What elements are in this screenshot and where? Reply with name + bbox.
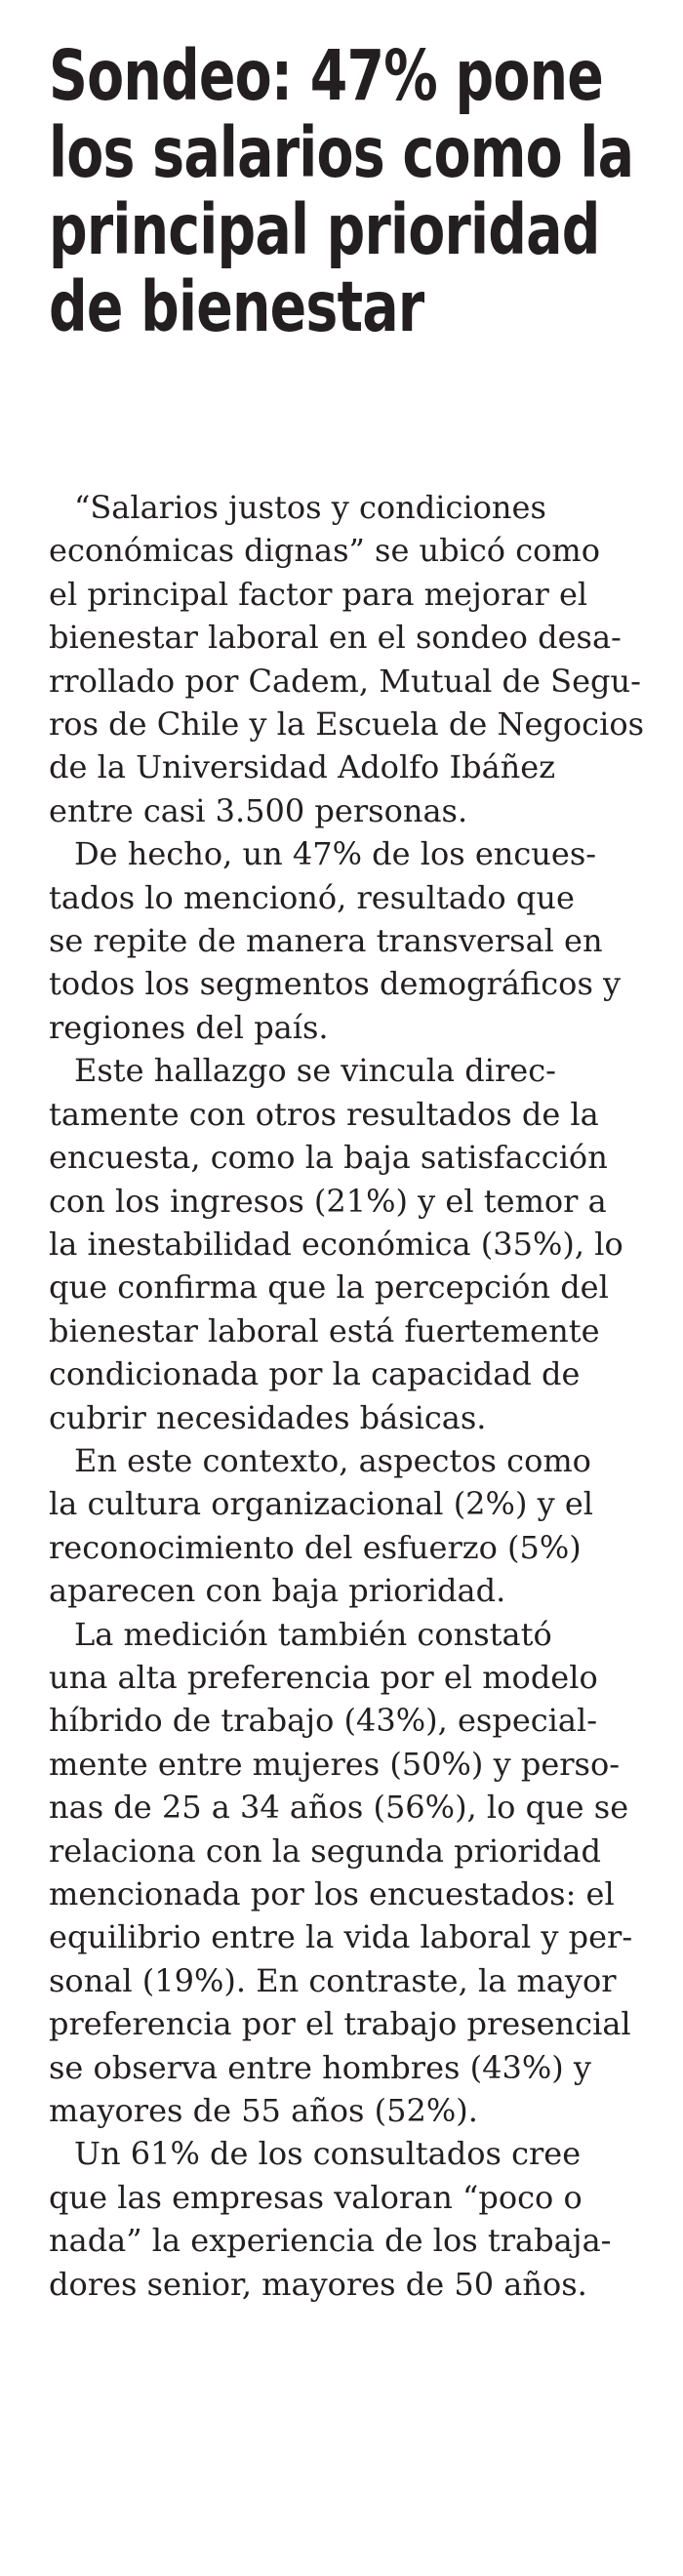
paragraph-line: nas de 25 a 34 años (56%), lo que se	[49, 1789, 629, 1827]
paragraph-line: Este hallazgo se vincula direc-	[74, 1052, 556, 1090]
paragraph-line: se observa entre hombres (43%) y	[49, 2048, 591, 2086]
paragraph-line: condicionada por la capacidad de	[49, 1355, 581, 1393]
paragraph-line: híbrido de trabajo (43%), especial-	[49, 1702, 598, 1740]
paragraph-line: mayores de 55 años (52%).	[49, 2092, 478, 2130]
paragraph-line: la inestabilidad económica (35%), lo	[49, 1225, 623, 1263]
headline-line: los salarios como la	[49, 112, 634, 193]
paragraph-line: De hecho, un 47% de los encues-	[74, 835, 597, 873]
headline	[49, 37, 673, 345]
article-paragraph	[49, 1439, 669, 1613]
paragraph-line: relaciona con la segunda prioridad	[49, 1831, 601, 1870]
paragraph-line: que confirma que la percepción del	[49, 1268, 609, 1307]
paragraph-line: rrollado por Cadem, Mutual de Segu-	[49, 662, 641, 700]
article-paragraph	[49, 1613, 669, 2133]
paragraph-line: tamente con otros resultados de la	[49, 1095, 599, 1133]
paragraph-line: aparecen con baja prioridad.	[49, 1572, 506, 1610]
paragraph-line: la cultura organizacional (2%) y el	[49, 1485, 594, 1523]
paragraph-line: una alta preferencia por el modelo	[49, 1658, 598, 1696]
paragraph-line: “Salarios justos y condiciones	[74, 489, 546, 526]
headline-line: de bienestar	[49, 266, 424, 347]
headline-line: principal prioridad	[49, 189, 600, 270]
article-paragraph	[49, 832, 669, 1049]
paragraph-line: con los ingresos (21%) y el temor a	[49, 1182, 607, 1220]
paragraph-line: mente entre mujeres (50%) y perso-	[49, 1745, 621, 1783]
paragraph-line: que las empresas valoran “poco o	[49, 2178, 583, 2216]
paragraph-line: bienestar laboral está fuertemente	[49, 1311, 600, 1349]
paragraph-line: bienestar laboral en el sondeo desa-	[49, 619, 622, 657]
paragraph-line: Un 61% de los consultados cree	[74, 2135, 582, 2173]
paragraph-line: dores senior, mayores de 50 años.	[49, 2265, 587, 2303]
paragraph-line: se repite de manera transversal en	[49, 922, 603, 960]
paragraph-line: nada” la experiencia de los trabaja-	[49, 2222, 612, 2260]
paragraph-line: regiones del país.	[49, 1008, 329, 1046]
paragraph-line: equilibrio entre la vida laboral y per-	[49, 1918, 633, 1956]
article-body	[49, 486, 669, 2306]
paragraph-line: el principal factor para mejorar el	[49, 575, 588, 613]
paragraph-line: sonal (19%). En contraste, la mayor	[49, 1961, 617, 1999]
paragraph-line: todos los segmentos demográficos y	[49, 965, 622, 1003]
paragraph-line: preferencia por el trabajo presencial	[49, 2005, 631, 2043]
paragraph-line: La medición también constató	[74, 1615, 552, 1653]
paragraph-line: reconocimiento del esfuerzo (5%)	[49, 1528, 582, 1566]
paragraph-line: tados lo mencionó, resultado que	[49, 878, 575, 916]
paragraph-line: cubrir necesidades básicas.	[49, 1398, 487, 1436]
paragraph-line: ros de Chile y la Escuela de Negocios	[49, 705, 645, 744]
paragraph-line: de la Universidad Adolfo Ibáñez	[49, 748, 556, 786]
headline-line: Sondeo: 47% pone	[49, 35, 604, 116]
paragraph-line: económicas dignas” se ubicó como	[49, 532, 601, 570]
article-paragraph	[49, 486, 669, 832]
article-paragraph	[49, 1049, 669, 1439]
article-paragraph	[49, 2132, 669, 2306]
paragraph-line: encuesta, como la baja satisfacción	[49, 1139, 608, 1177]
paragraph-line: entre casi 3.500 personas.	[49, 791, 468, 829]
paragraph-line: En este contexto, aspectos como	[74, 1441, 591, 1479]
paragraph-line: mencionada por los encuestados: el	[49, 1875, 615, 1912]
